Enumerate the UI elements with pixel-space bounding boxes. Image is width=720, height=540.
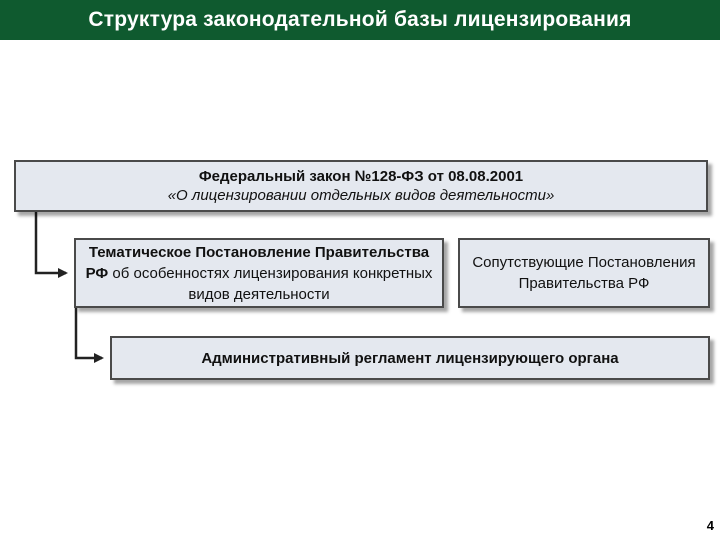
federal-law-subtitle: «О лицензировании отдельных видов деятельности» [167, 187, 555, 204]
federal-law-box [14, 160, 708, 212]
federal-law-title: Федеральный закон №128-ФЗ от 08.08.2001 [198, 168, 524, 185]
thematic-resolution-text [80, 242, 438, 305]
arrow-law-to-thematic [36, 212, 66, 273]
accompanying-resolutions-text: Сопутствующие Постановления Правительства РФ [472, 254, 696, 292]
thematic-resolution-bold: Тематическое Постановление Правительства РФ [85, 243, 430, 282]
accompanying-resolutions-box [458, 238, 710, 308]
thematic-resolution-rest: об особенностях лицензирования конкретных видов деятельности [108, 264, 433, 303]
slide-title: Структура законодательной базы лицензирования [88, 8, 632, 31]
thematic-resolution-box [74, 238, 444, 308]
arrow-thematic-to-regulation [76, 308, 102, 358]
page-number: 4 [706, 518, 714, 533]
admin-regulation-box [110, 336, 710, 380]
title-bar [0, 0, 720, 40]
admin-regulation-text: Административный регламент лицензирующего органа [201, 349, 619, 367]
